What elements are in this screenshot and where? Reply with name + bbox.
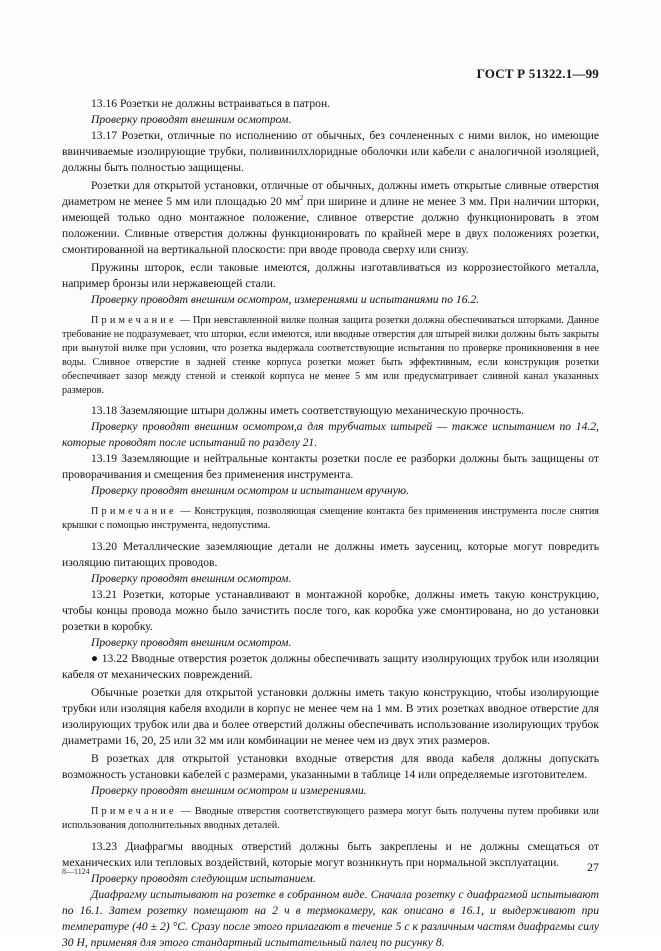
verification-text: Проверку проводят внешним осмотром.: [91, 113, 292, 126]
paragraph-part: при ширине и длине не менее 3 мм. При наличии шторки, имеющей только одно монтажное положение, сливное отверстие должно функционировать в этом положении. Сливные отверстия должны функционировать по крайней мере в двух положениях розетки, смонтированной на вертикальной плоскости: при вводе провода сверху или снизу.: [62, 195, 599, 256]
note: [62, 314, 599, 397]
note: [62, 505, 599, 533]
verification-text: Проверку проводят следующим испытанием.: [91, 872, 316, 886]
verification-text: Проверку проводят внешним осмотром,а для трубчатых штырей — также испытанием по 14.2, которые проводят после испытаний по разделу 21.: [62, 420, 599, 450]
note: [62, 805, 599, 833]
print-code: 8—1124: [62, 867, 90, 876]
superscript: 2: [299, 194, 304, 203]
clause-13-22: ● 13.22 Вводные отверстия розеток должны обеспечивать защиту изолирующих трубок или изоляции кабеля от механических повреждений.: [62, 652, 599, 682]
document-body: [62, 96, 599, 951]
clause-13-16: 13.16 Розетки не должны встраиваться в патрон.: [91, 97, 331, 110]
clause-13-23: 13.23 Диафрагмы вводных отверстий должны быть закреплены и не должны смещаться от механических или тепловых воздействий, которые могут возникнуть при нормальной эксплуатации.: [62, 840, 599, 870]
note-label: Примечание: [91, 806, 177, 818]
verification-text: Проверку проводят внешним осмотром, измерениями и испытаниями по 16.2.: [91, 293, 480, 306]
note-label: Примечание: [91, 315, 177, 326]
verification-text: Проверку проводят внешним осмотром.: [91, 636, 292, 650]
verification-text: Проверку проводят внешним осмотром и испытанием вручную.: [91, 484, 409, 498]
clause-13-19: 13.19 Заземляющие и нейтральные контакты розетки после ее разборки должны быть защищены от проворачивания и смещения без применения инструмента.: [62, 452, 599, 482]
paragraph-part: Розетки для открытой установки, отличные от обычных, должны иметь открытые сливные отверстия диаметром не менее 5 мм или площадью 20 мм: [62, 179, 599, 208]
paragraph: Пружины шторок, если таковые имеются, должны изготавливаться из коррозиестойкого металла, например бронзы или нержавеющей стали.: [62, 261, 599, 290]
note-text: — Вводные отверстия соответствующего размера могут быть получены путем пробивки или использования дополнительных вводных деталей.: [62, 806, 599, 832]
paragraph: [62, 178, 599, 258]
paragraph: В розетках для открытой установки входные отверстия для ввода кабеля должны допускать возможность установки кабелей с размерами, указанными в таблице 14 или определяемые изготовителем.: [62, 752, 599, 782]
paragraph: Обычные розетки для открытой установки должны иметь такую конструкцию, чтобы изолирующие трубки или изоляция кабеля входили в корпус не менее чем на 1 мм. В этих розетках вводное отверстие для изолирующих трубок или два и более отверстий должны обеспечивать использование изолирующих трубок диаметрами 16, 20, 25 или 32 мм или комбинации не менее чем из двух этих размеров.: [62, 686, 599, 748]
clause-13-20: 13.20 Металлические заземляющие детали не должны иметь заусениц, которые могут повредить изоляцию питающих проводов.: [62, 540, 599, 570]
clause-13-21: 13.21 Розетки, которые устанавливают в монтажной коробке, должны иметь такую конструкцию, чтобы концы провода можно было зачистить после того, как коробка уже смонтирована, но до установки розетки в коробку.: [62, 588, 599, 634]
note-text: — При невставленной вилке полная защита розетки должна обеспечиваться шторками. Данное требование не подразумевает, что шторки, если имеются, или вводные отверстия для штырей вилки должны быть закрыты при вынутой вилке при условии, что розетка выдержала соответствующие испытания по проверке проникновения в нее воды. Сливное отверстие в задней стенке корпуса розетки может быть эффективным, если конструкция розетки обеспечивает зазор между стеной и стенкой корпуса не менее 5 мм или предусматривает сливной канал указанных размеров.: [62, 315, 599, 396]
note-text: — Конструкция, позволяющая смещение контакта без применения инструмента после снятия крышки с помощью инструмента, недопустима.: [62, 506, 599, 532]
clause-13-18: 13.18 Заземляющие штыри должны иметь соответствующую механическую прочность.: [91, 404, 525, 418]
test-procedure: Диафрагму испытывают на розетке в собранном виде. Сначала розетку с диафрагмой испытывают по 16.1. Затем розетку помещают на 2 ч в термокамеру, как описано в 16.1, и выдерживают при температуре (40 ± 2) °С. Сразу после этого прилагают в течение 5 с к различным частям диафрагмы силу 30 Н, применяя для этого стандартный испытательный палец по рисунку 8.: [62, 888, 599, 950]
verification-text: Проверку проводят внешним осмотром.: [91, 572, 292, 586]
standard-header: ГОСТ Р 51322.1—99: [476, 66, 599, 81]
note-label: Примечание: [91, 506, 177, 518]
verification-text: Проверку проводят внешним осмотром и измерениями.: [91, 784, 367, 798]
page-number: 27: [587, 860, 599, 874]
clause-13-17: 13.17 Розетки, отличные по исполнению от обычных, без сочлененных с ними вилок, но имеющие ввинчиваемые изолирующие трубки, поливинилхлоридные оболочки или кабели с аналогичной изоляцией, должны быть полностью защищены.: [62, 129, 599, 174]
